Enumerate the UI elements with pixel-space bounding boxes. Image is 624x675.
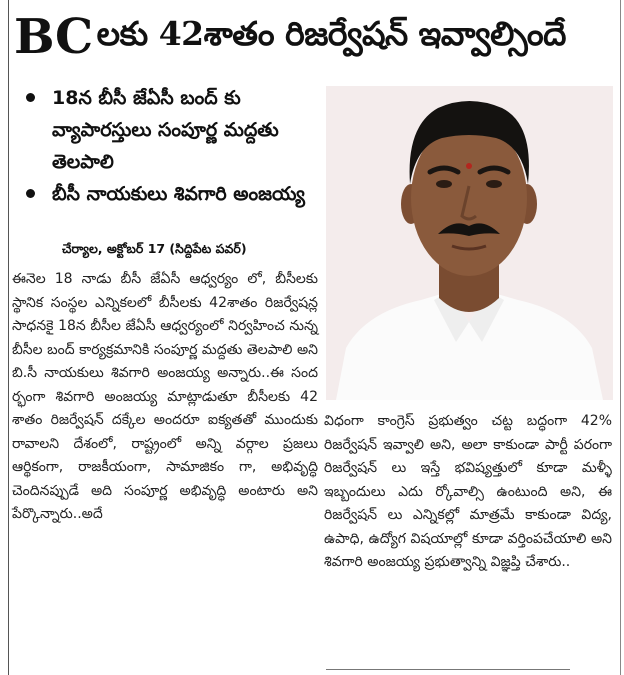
subheading-2-text: బీసీ నాయకులు శివగారి అంజయ్య bbox=[52, 183, 305, 205]
bullet-icon bbox=[26, 93, 35, 102]
headline-telugu: లకు 42శాతం రిజర్వేషన్ ఇవ్వాల్సిందే bbox=[96, 13, 566, 53]
dateline: చేర్యాల, అక్టోబర్ 17 (సిద్దిపేట పవర్) bbox=[62, 241, 247, 256]
bottom-divider bbox=[326, 669, 570, 670]
subheading-1-text: 18న బీసీ జేఏసీ బంద్ కు వ్యాపారస్తులు సంపూర్ణ మద్దతు తెలపాలి bbox=[52, 87, 279, 173]
portrait-photo bbox=[326, 86, 613, 400]
headline bbox=[14, 6, 614, 68]
subheading-1 bbox=[22, 82, 312, 178]
article-body-left bbox=[12, 268, 318, 527]
article-paragraph-right: విధంగా కాంగ్రెస్ ప్రభుత్వం చట్ట బద్ధంగా 42% రిజర్వేషన్ ఇవ్వాలి అని, అలా కాకుండా పార్టీ పరంగా రిజర్వేషన్ లు ఇస్తే భవిష్యత్తులో కూడా మళ్ళీ ఇబ్బందులు ఎదు ర్కోవాల్సి ఉంటుంది అని, ఈ రిజర్వేషన్ లు ఎన్నికల్లో మాత్రమే కాకుండా విద్య, ఉపాధి, ఉద్యోగ విషయాల్లో కూడా వర్తింపచేయాలి అని శివగారి అంజయ్య ప్రభుత్వాన్ని విజ్ఞప్తి చేశారు.. bbox=[324, 413, 612, 570]
article-paragraph-left: ఈనెల 18 నాడు బీసీ జేఏసీ ఆధ్వర్యం లో, బీసీలకు స్థానిక సంస్థల ఎన్నికలలో బీసీలకు 42శాతం రిజర్వేషన్ల సాధనకై 18న బీసీల జేఏసీ ఆధ్వర్యంలో నిర్వహించ నున్న బీసీల బంద్ కార్యక్రమానికి సంపూర్ణ మద్దతు తెలపాలి అని బి.సీ నాయకులు శివగారి అంజయ్య అన్నారు..ఈ సంద ర్భంగా శివగారి అంజయ్య మాట్లాడుతూ బీసీలకు 42 శాతం రిజర్వేషన్ దక్కేల అందరూ ఐక్యతతో ముందుకు రావాలని దేశంలో, రాష్ట్రంలో అన్ని వర్గాల ప్రజలు ఆర్థికంగా, రాజకీయంగా, సామాజికం గా, అభివృద్ధి చెందినప్పుడే అది సంపూర్ణ అభివృద్ధి అంటారు అని పేర్కొన్నారు..అదే bbox=[12, 271, 318, 522]
border-line-left bbox=[8, 0, 9, 675]
portrait-illustration bbox=[326, 86, 613, 400]
headline-latin: BC bbox=[14, 9, 93, 65]
border-line-right bbox=[620, 0, 621, 675]
subheadings bbox=[22, 82, 312, 210]
subheading-2 bbox=[22, 178, 312, 210]
article-body-right bbox=[324, 410, 612, 575]
bullet-icon bbox=[26, 189, 35, 198]
